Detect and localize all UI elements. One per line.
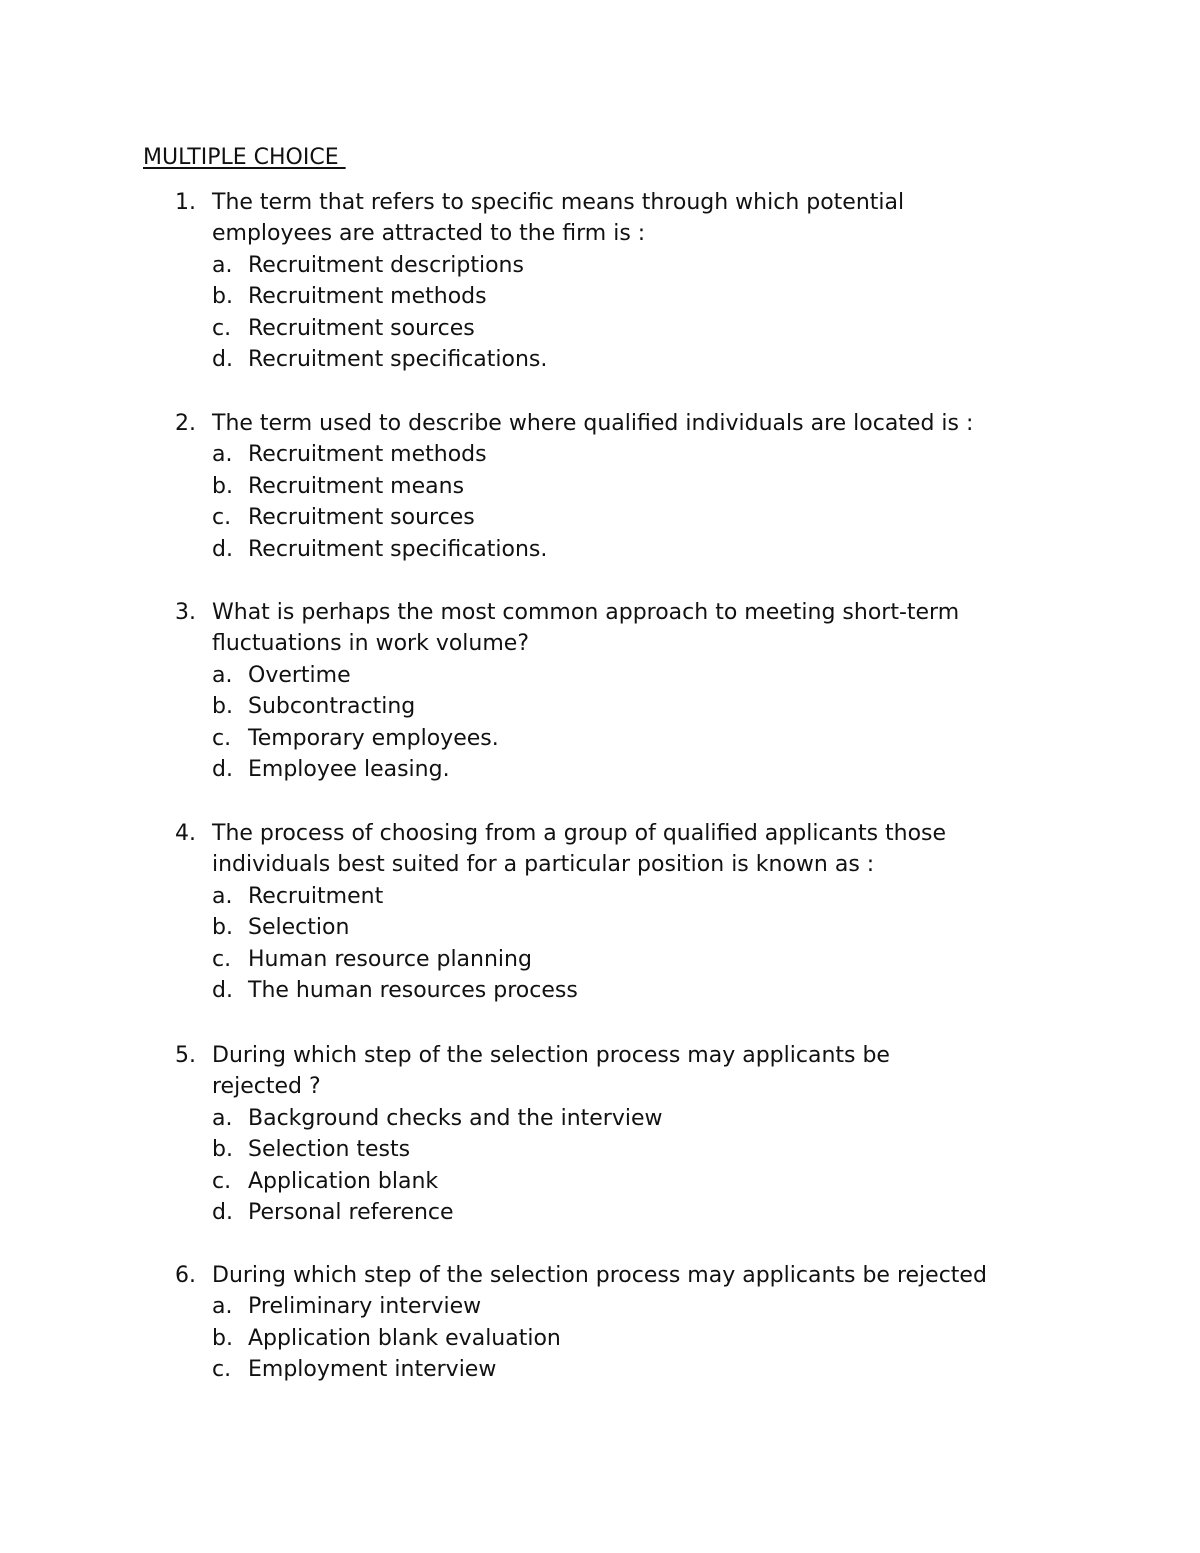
option-d	[212, 975, 1075, 1006]
option-text: Overtime	[248, 662, 351, 688]
option-b	[212, 281, 975, 312]
option-letter: b.	[212, 473, 233, 499]
option-c	[212, 502, 1075, 533]
option-text: Personal reference	[248, 1200, 454, 1226]
option-c	[212, 944, 1075, 975]
option-letter: c.	[212, 946, 232, 972]
option-text: Employment interview	[248, 1357, 497, 1383]
option-a	[212, 439, 1075, 470]
question-2	[175, 408, 1075, 565]
option-a	[212, 250, 975, 281]
option-text: Application blank	[248, 1168, 439, 1194]
option-letter: c.	[212, 1168, 232, 1194]
option-text: Employee leasing.	[248, 757, 450, 783]
option-letter: b.	[212, 284, 233, 310]
option-b	[212, 1323, 1175, 1354]
question-text: The term used to describe where qualified individuals are located is :	[212, 411, 974, 436]
question-number: 1.	[175, 190, 196, 215]
option-a	[212, 1103, 1075, 1134]
option-text: Preliminary interview	[248, 1294, 482, 1320]
option-letter: b.	[212, 1325, 233, 1351]
question-text: During which step of the selection process may applicants be rejected ?	[212, 1043, 890, 1100]
option-letter: a.	[212, 662, 233, 688]
option-text: Recruitment	[248, 883, 384, 909]
option-text: Recruitment specifications.	[248, 347, 548, 373]
option-letter: b.	[212, 694, 233, 720]
option-b	[212, 912, 1075, 943]
option-text: Recruitment sources	[248, 505, 475, 531]
option-b	[212, 1134, 1075, 1165]
question-number: 4.	[175, 821, 196, 846]
option-c	[212, 723, 1075, 754]
option-text: The human resources process	[248, 978, 578, 1004]
option-letter: d.	[212, 978, 233, 1004]
section-heading: MULTIPLE CHOICE	[143, 145, 346, 170]
option-d	[212, 534, 1075, 565]
question-number: 3.	[175, 600, 196, 625]
option-text: Selection tests	[248, 1137, 411, 1163]
option-text: Background checks and the interview	[248, 1105, 663, 1131]
option-letter: a.	[212, 1105, 233, 1131]
option-letter: a.	[212, 442, 233, 468]
option-letter: c.	[212, 1357, 232, 1383]
option-letter: c.	[212, 505, 232, 531]
option-text: Temporary employees.	[248, 725, 499, 751]
option-d	[212, 344, 975, 375]
option-text: Recruitment methods	[248, 284, 487, 310]
option-text: Recruitment descriptions	[248, 252, 524, 278]
option-c	[212, 313, 975, 344]
question-5	[175, 1040, 1075, 1228]
option-letter: c.	[212, 725, 232, 751]
question-6	[175, 1260, 1175, 1386]
option-letter: b.	[212, 915, 233, 941]
question-number: 2.	[175, 411, 196, 436]
option-letter: d.	[212, 347, 233, 373]
option-letter: b.	[212, 1137, 233, 1163]
option-text: Recruitment specifications.	[248, 536, 548, 562]
question-number: 6.	[175, 1263, 196, 1288]
question-number: 5.	[175, 1043, 196, 1068]
option-letter: d.	[212, 1200, 233, 1226]
question-text: What is perhaps the most common approach to meeting short-term fluctuations in work volume?	[212, 600, 960, 657]
option-d	[212, 754, 1075, 785]
option-text: Recruitment sources	[248, 315, 475, 341]
question-text: The process of choosing from a group of qualified applicants those individuals best suited for a particular position is known as :	[212, 821, 947, 878]
question-4	[175, 818, 1075, 1006]
option-text: Subcontracting	[248, 694, 416, 720]
option-d	[212, 1197, 1075, 1228]
option-letter: a.	[212, 1294, 233, 1320]
option-b	[212, 691, 1075, 722]
option-text: Recruitment methods	[248, 442, 487, 468]
option-a	[212, 1291, 1175, 1322]
option-letter: d.	[212, 757, 233, 783]
option-c	[212, 1354, 1175, 1385]
option-letter: d.	[212, 536, 233, 562]
question-1	[175, 187, 975, 375]
option-a	[212, 660, 1075, 691]
option-letter: a.	[212, 252, 233, 278]
question-text: During which step of the selection process may applicants be rejected	[212, 1263, 987, 1288]
option-b	[212, 471, 1075, 502]
option-text: Recruitment means	[248, 473, 465, 499]
option-text: Application blank evaluation	[248, 1325, 561, 1351]
option-text: Selection	[248, 915, 350, 941]
option-letter: c.	[212, 315, 232, 341]
question-text: The term that refers to specific means through which potential employees are attracted to the firm is :	[212, 190, 905, 247]
option-a	[212, 881, 1075, 912]
option-text: Human resource planning	[248, 946, 532, 972]
option-c	[212, 1166, 1075, 1197]
question-3	[175, 597, 1075, 785]
option-letter: a.	[212, 883, 233, 909]
